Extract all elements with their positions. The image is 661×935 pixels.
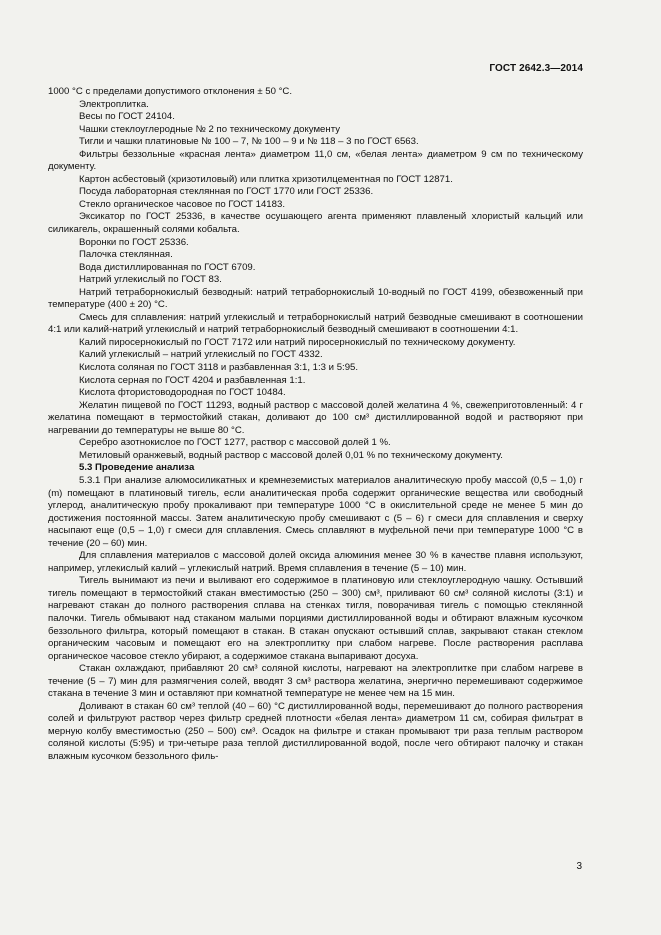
paragraph: Посуда лабораторная стеклянная по ГОСТ 1770 или ГОСТ 25336. bbox=[79, 186, 374, 198]
paragraph: Тигли и чашки платиновые № 100 – 7, № 100 – 9 и № 118 – 3 по ГОСТ 6563. bbox=[79, 136, 419, 148]
paragraph: Смесь для сплавления: натрий углекислый и тетраборнокислый натрий безводные смешивают в соотношении 4:1 или калий-натрий углекислый и натрий тетраборнокислый безводный смешивают в соотношении 4:1. bbox=[48, 311, 583, 336]
paragraph: Тигель вынимают из печи и выливают его содержимое в платиновую или стеклоуглеродную чашку. Остывший тигель помещают в термостойкий стакан вместимостью (250 – 300) см³, приливают 60 см³ соляной кислоты (3:1) и нагревают стакан до полного растворения сплава на стенках тигля, поворачивая тигель с помощью стеклянной палочки. Тигель обмывают над стаканом малыми порциями дистиллированной воды и обтирают влажным кусочком беззольного фильтра, который помещают в стакан. В стакан опускают остывший сплав, закрывают стакан стеклом органическим часовым и помещают его на электроплитку при слабом нагреве. После растворения расплава органическое часовое стекло убирают, а содержимое стакана выпаривают досуха. bbox=[48, 575, 583, 662]
paragraph: Воронки по ГОСТ 25336. bbox=[79, 236, 189, 248]
paragraph: 5.3.1 При анализе алюмосиликатных и кремнеземистых материалов аналитическую пробу массой (0,5 – 1,0) г (m) помещают в платиновый тигель, если аналитическая проба содержит органические вещества или свободный углерод, аналитическую пробу прокаливают при температуре 1000 °С в окислительной среде не менее 5 мин до достижения постоянной массы. Затем аналитическую пробу смешивают с (5 – 6) г смеси для сплавления и сверху насыпают еще (0,5 – 1,0) г смеси для сплавления. Смесь сплавляют в муфельной печи при температуре 1000 °С в течение (20 – 60) мин. bbox=[48, 474, 583, 549]
page-number: 3 bbox=[576, 861, 582, 872]
paragraph: Натрий углекислый по ГОСТ 83. bbox=[79, 274, 222, 286]
paragraph: Доливают в стакан 60 см³ теплой (40 – 60) °С дистиллированной воды, перемешивают до полного растворения солей и фильтруют раствор через фильтр средней плотности «белая лента» диаметром 11 см, собирая фильтрат в мерную колбу вместимостью (250 – 500) см³. Осадок на фильтре и стакан промывают три раза теплым раствором соляной кислоты (5:95) и три-четыре раза теплой дистиллированной водой, после чего обтирают палочку и стакан влажным кусочком беззольного филь- bbox=[48, 700, 583, 762]
paragraph: Натрий тетраборнокислый безводный: натрий тетраборнокислый 10-водный по ГОСТ 4199, обезвоженный при температуре (400 ± 20) °С. bbox=[48, 286, 583, 311]
paragraph: Картон асбестовый (хризотиловый) или плитка хризотилцементная по ГОСТ 12871. bbox=[79, 173, 453, 185]
paragraph: Серебро азотнокислое по ГОСТ 1277, раствор с массовой долей 1 %. bbox=[79, 437, 391, 449]
document-body bbox=[48, 86, 583, 764]
paragraph: Чашки стеклоуглеродные № 2 по техническому документу bbox=[79, 123, 340, 135]
paragraph: Весы по ГОСТ 24104. bbox=[79, 111, 175, 123]
paragraph: Эксикатор по ГОСТ 25336, в качестве осушающего агента применяют плавленый хлористый кальций или силикагель, окрашенный солями кобальта. bbox=[48, 211, 583, 236]
paragraph: 1000 °С с пределами допустимого отклонения ± 50 °С. bbox=[48, 86, 293, 97]
paragraph: Желатин пищевой по ГОСТ 11293, водный раствор с массовой долей желатина 4 %, свежеприготовленный: 4 г желатина помещают в термостойкий стакан, доливают до 100 см³ дистиллированной водой и растворяют при нагревании до температуры не выше 80 °С. bbox=[48, 399, 583, 436]
section-heading: 5.3 Проведение анализа bbox=[79, 462, 195, 474]
paragraph: Калий углекислый – натрий углекислый по ГОСТ 4332. bbox=[79, 349, 323, 361]
paragraph: Электроплитка. bbox=[79, 98, 149, 110]
paragraph: Кислота соляная по ГОСТ 3118 и разбавленная 3:1, 1:3 и 5:95. bbox=[79, 362, 359, 374]
paragraph: Палочка стеклянная. bbox=[79, 249, 173, 261]
paragraph: Вода дистиллированная по ГОСТ 6709. bbox=[79, 261, 256, 273]
paragraph: Кислота серная по ГОСТ 4204 и разбавленная 1:1. bbox=[79, 374, 306, 386]
paragraph: Для сплавления материалов с массовой долей оксида алюминия менее 30 % в качестве плавня используют, например, углекислый калий – углекислый натрий. Время сплавления в течение (5 – 10) мин. bbox=[48, 550, 583, 574]
paragraph: Калий пиросернокислый по ГОСТ 7172 или натрий пиросернокислый по техническому документу. bbox=[79, 336, 516, 348]
paragraph: Стекло органическое часовое по ГОСТ 14183. bbox=[79, 198, 285, 210]
document-code-header: ГОСТ 2642.3—2014 bbox=[489, 63, 583, 74]
paragraph: Метиловый оранжевый, водный раствор с массовой долей 0,01 % по техническому документу. bbox=[79, 449, 503, 461]
paragraph: Стакан охлаждают, прибавляют 20 см³ соляной кислоты, нагревают на электроплитке при слабом нагреве в течение (5 – 7) мин для размягчения солей, вводят 3 см³ раствора желатина, энергично перемешивают содержимое стакана в течение 3 мин и оставляют при комнатной температуре не менее чем на 15 мин. bbox=[48, 663, 583, 700]
paragraph: Кислота фтористоводородная по ГОСТ 10484. bbox=[79, 387, 286, 399]
paragraph: Фильтры беззольные «красная лента» диаметром 11,0 см, «белая лента» диаметром 9 см по техническому документу. bbox=[48, 148, 583, 173]
